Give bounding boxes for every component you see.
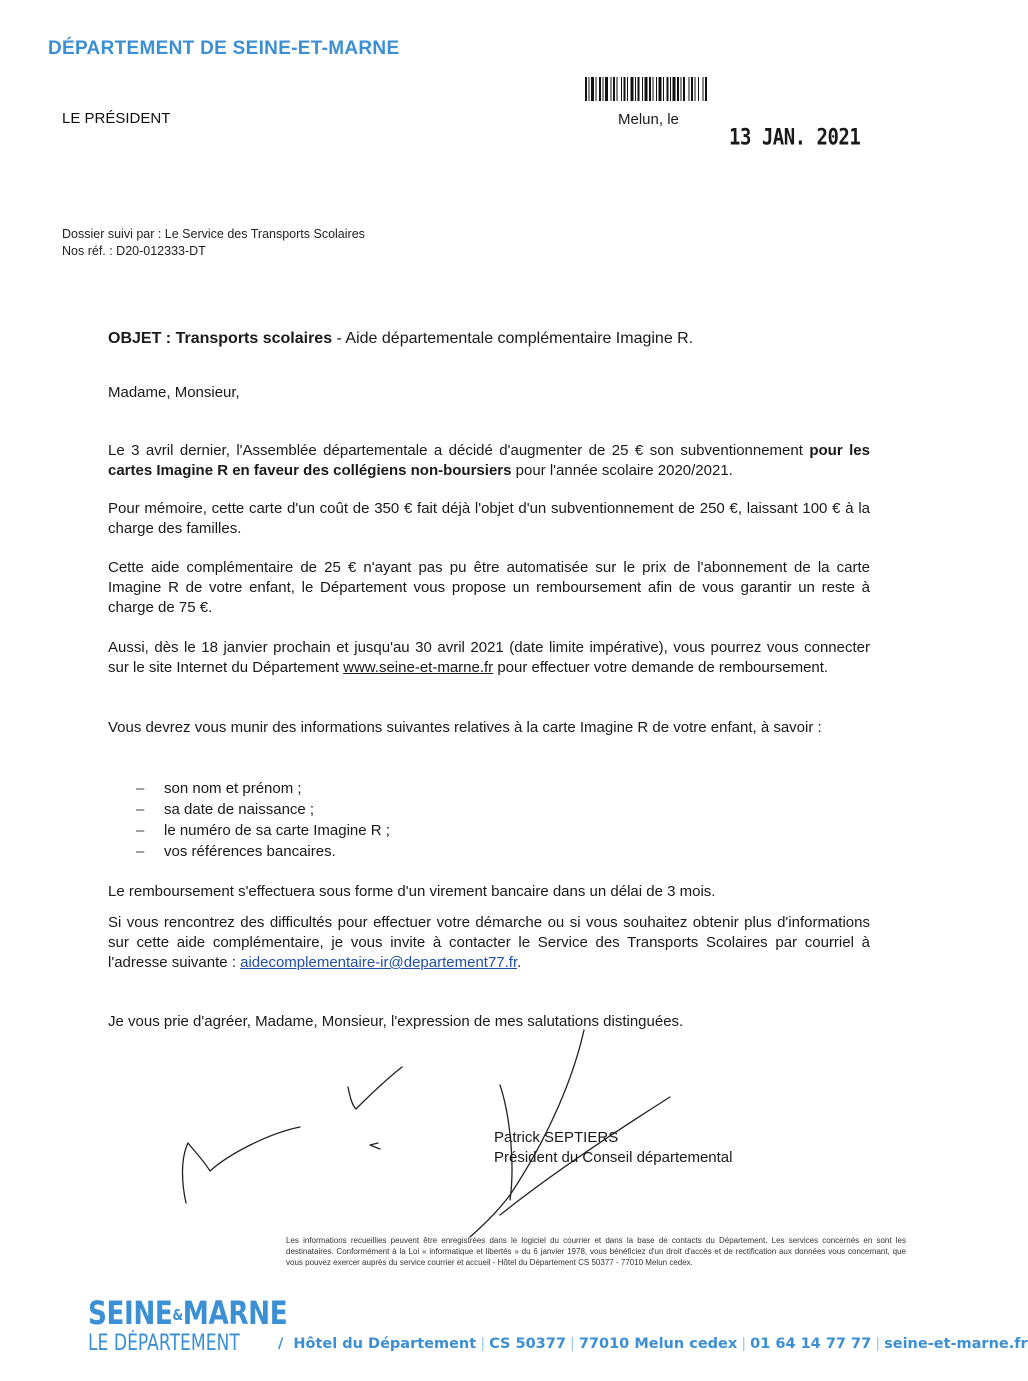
footer-website: seine-et-marne.fr	[884, 1336, 1028, 1352]
sender-title: LE PRÉSIDENT	[62, 110, 171, 127]
paragraph-7	[108, 913, 870, 973]
paragraph-5-text: Vous devrez vous munir des informations suivantes relatives à la carte Imagine R de votre enfant, à savoir :	[108, 719, 822, 736]
paragraph-5	[108, 718, 870, 738]
paragraph-2	[108, 499, 870, 539]
paragraph-7-b: .	[517, 954, 522, 971]
paragraph-4-b: pour effectuer votre demande de remboursement.	[493, 659, 829, 676]
required-info-list	[136, 778, 390, 862]
logo-seine: SEINE	[88, 1294, 173, 1332]
dossier-followed-by: Dossier suivi par : Le Service des Transports Scolaires	[62, 227, 365, 241]
paragraph-6	[108, 882, 870, 902]
logo	[88, 1294, 287, 1332]
paragraph-3-text: Cette aide complémentaire de 25 € n'ayant pas pu être automatisée sur le prix de l'abonnement de la carte Imagine R de votre enfant, le Département vous propose un remboursement afin de vous garantir un reste à charge de 75 €.	[108, 559, 870, 616]
dash-icon: –	[136, 780, 145, 797]
footer-phone: 01 64 14 77 77	[750, 1336, 872, 1352]
footer-address: / Hôtel du Département | CS 50377 | 77010 Melun cedex | 01 64 14 77 77 | seine-et-marne.fr	[278, 1336, 1028, 1352]
subject-topic: Transports scolaires	[175, 330, 333, 347]
salutation: Madame, Monsieur,	[108, 384, 240, 401]
paragraph-4	[108, 638, 870, 678]
list-item-text: le numéro de sa carte Imagine R ;	[164, 822, 390, 839]
dash-icon: –	[136, 843, 145, 860]
legal-notice: Les informations recueillies peuvent être enregistrées dans le logiciel du courrier et dans la base de contacts du Département. Les services concernés en sont les destinataires. Conformément à la Loi « informatique et libertés » du 6 janvier 1978, vous bénéficiez d'un droit d'accès et de rectification aux données vous concernant, que vous pouvez exercer auprès du service courrier et accueil - Hôtel du Département CS 50377 - 77010 Melun cedex.	[286, 1236, 906, 1267]
paragraph-4-a: Aussi, dès le 18 janvier prochain et jusqu'au 30 avril 2021 (date limite impérative), vous pourrez vous connecter sur le site Internet du Département	[108, 639, 870, 676]
paragraph-6-text: Le remboursement s'effectuera sous forme d'un virement bancaire dans un délai de 3 mois.	[108, 883, 716, 900]
list-item-text: sa date de naissance ;	[164, 801, 315, 818]
paragraph-3	[108, 558, 870, 618]
footer-slash: /	[278, 1336, 284, 1352]
list-item-text: vos références bancaires.	[164, 843, 336, 860]
department-header: DÉPARTEMENT DE SEINE-ET-MARNE	[48, 38, 400, 59]
subject-line	[108, 329, 870, 349]
logo-subtitle: LE DÉPARTEMENT	[88, 1331, 240, 1356]
closing-formula: Je vous prie d'agréer, Madame, Monsieur, l'expression de mes salutations distinguées.	[108, 1013, 684, 1030]
signer-title: Président du Conseil départemental	[494, 1149, 733, 1166]
logo-marne: MARNE	[182, 1294, 288, 1332]
signer-block	[494, 1128, 732, 1168]
footer-item: 77010 Melun cedex	[578, 1336, 738, 1352]
email-link[interactable]: aidecomplementaire-ir@departement77.fr	[240, 954, 518, 971]
date-stamp: 13 JAN. 2021	[729, 125, 861, 151]
dossier-reference: Nos réf. : D20-012333-DT	[62, 244, 206, 258]
list-item	[136, 820, 390, 841]
list-item	[136, 841, 390, 862]
subject-rest: - Aide départementale complémentaire Imagine R.	[332, 330, 694, 347]
signer-name: Patrick SEPTIERS	[494, 1129, 619, 1146]
place-label: Melun, le	[618, 111, 679, 128]
paragraph-2-text: Pour mémoire, cette carte d'un coût de 350 € fait déjà l'objet d'un subventionnement de 250 €, laissant 100 € à la charge des familles.	[108, 500, 870, 537]
list-item	[136, 778, 390, 799]
logo-ampersand: &	[172, 1306, 183, 1324]
website-link[interactable]: www.seine-et-marne.fr	[343, 659, 494, 676]
subject-label: OBJET :	[108, 330, 172, 347]
dash-icon: –	[136, 822, 145, 839]
dash-icon: –	[136, 801, 145, 818]
paragraph-7-a: Si vous rencontrez des difficultés pour effectuer votre démarche ou si vous souhaitez obtenir plus d'informations sur cette aide complémentaire, je vous invite à contacter le Service des Transports Scolaires par courriel à l'adresse suivante :	[108, 914, 870, 971]
paragraph-1-a: Le 3 avril dernier, l'Assemblée départementale a décidé d'augmenter de 25 € son subventionnement	[108, 442, 810, 459]
footer-item: CS 50377	[489, 1336, 566, 1352]
paragraph-1	[108, 441, 870, 481]
dossier-info	[62, 226, 365, 260]
list-item-text: son nom et prénom ;	[164, 780, 302, 797]
paragraph-1-c: pour l'année scolaire 2020/2021.	[511, 462, 733, 479]
barcode-icon	[585, 77, 799, 101]
list-item	[136, 799, 390, 820]
footer-item: Hôtel du Département	[293, 1336, 477, 1352]
paragraph-1-bold: pour les cartes Imagine R en faveur des collégiens non-boursiers	[108, 442, 870, 479]
